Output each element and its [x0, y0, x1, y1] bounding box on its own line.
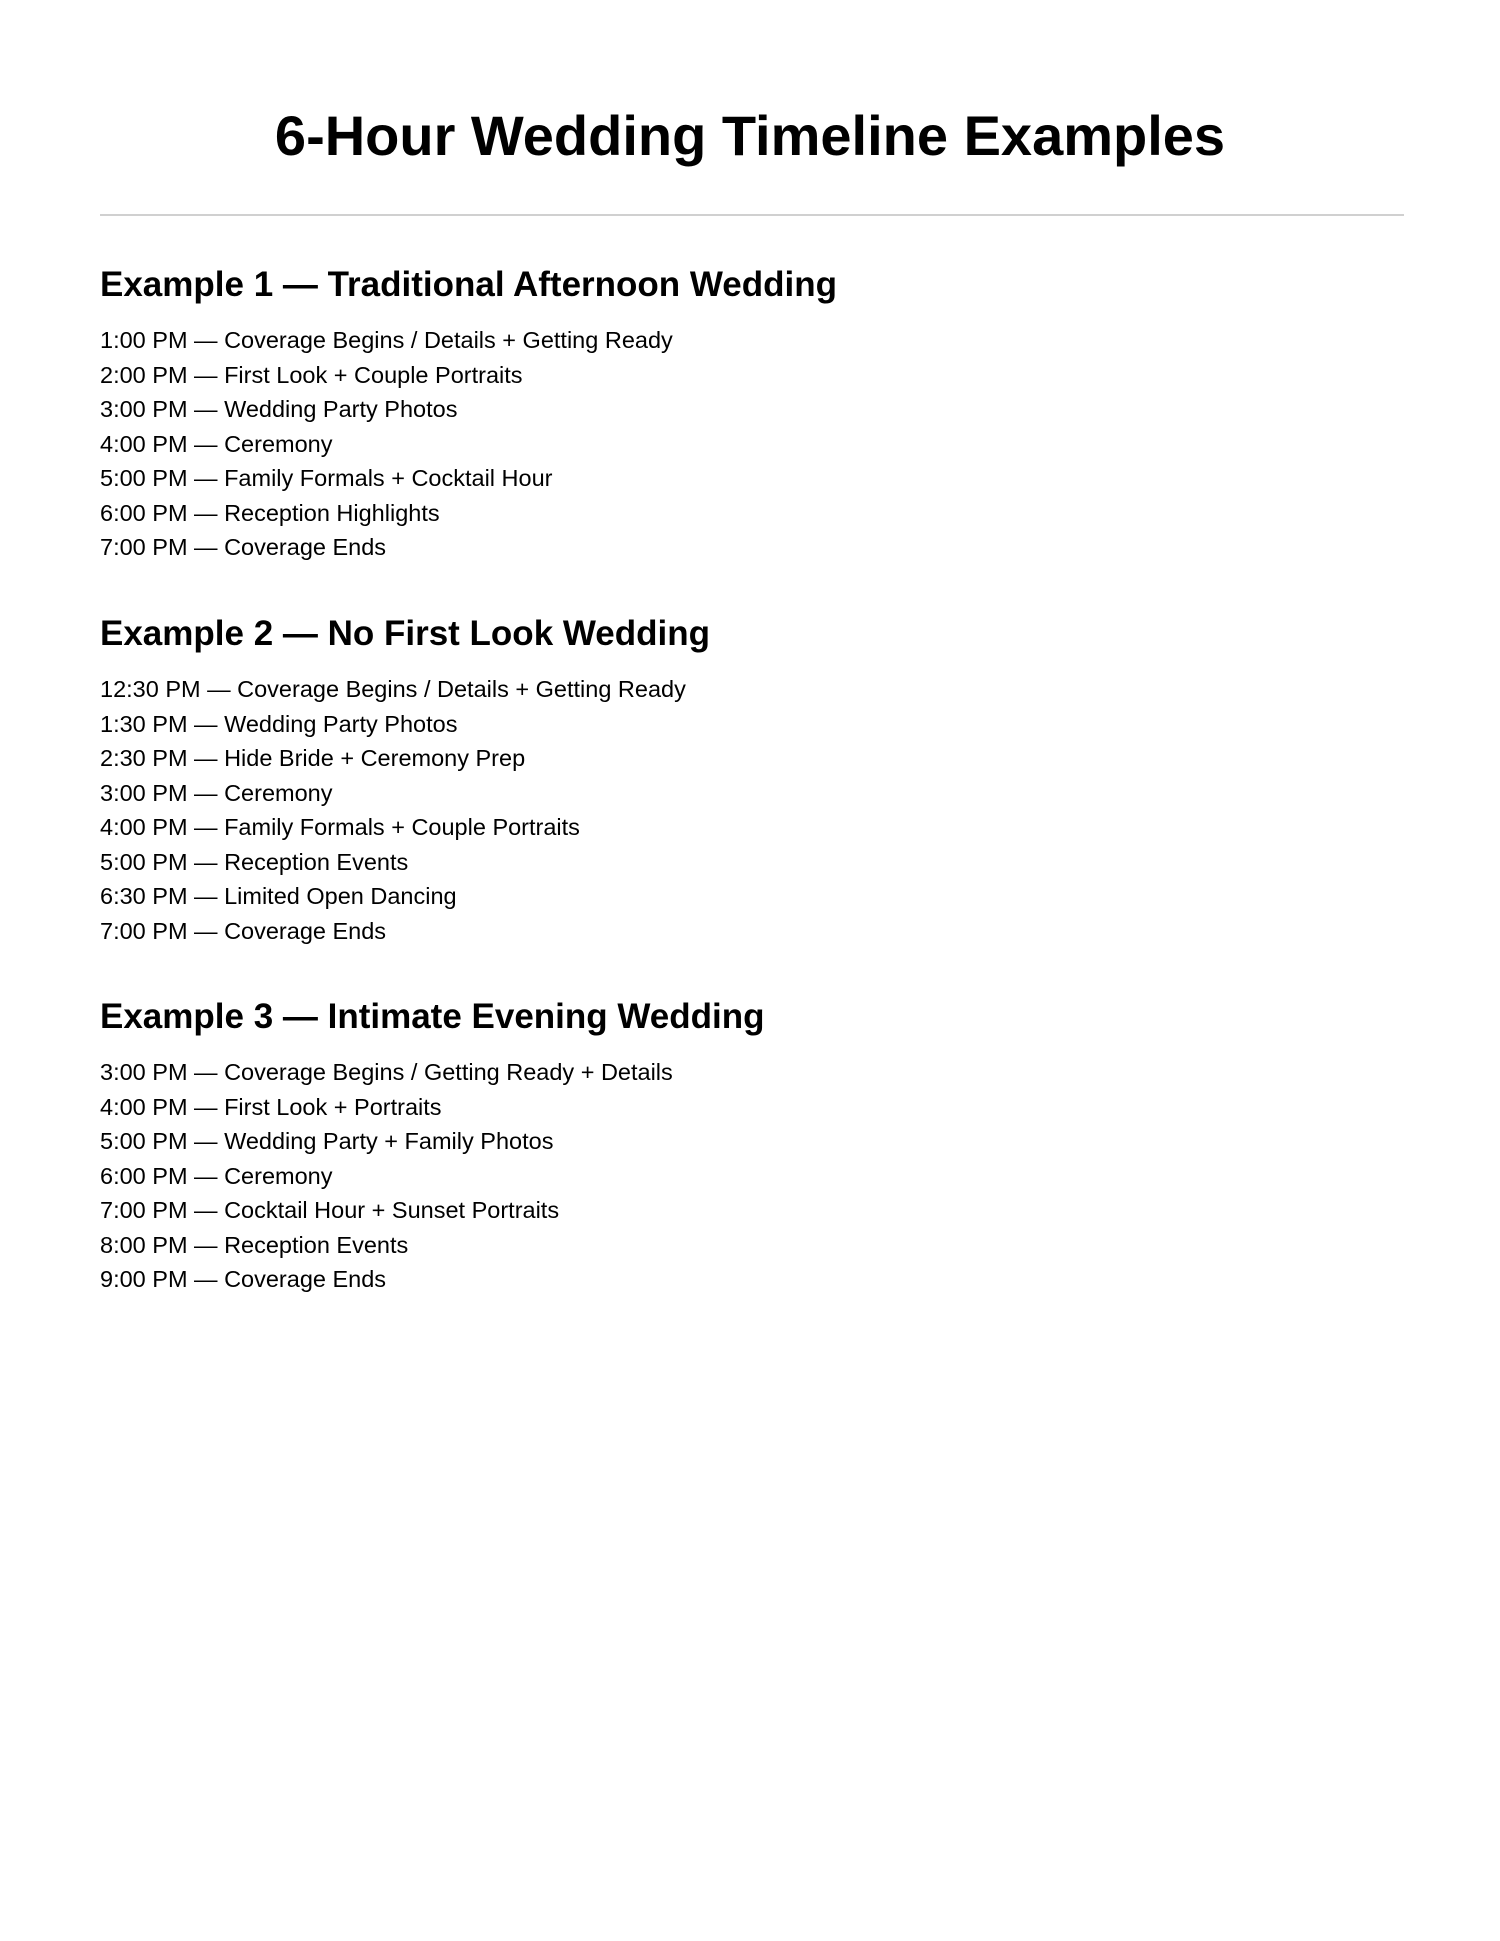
- timeline-list: [100, 323, 1400, 565]
- section-heading: Example 3 — Intimate Evening Wedding: [100, 997, 765, 1036]
- timeline-entry: 2:00 PM — First Look + Couple Portraits: [100, 361, 523, 388]
- timeline-section-example-2: [100, 612, 1400, 948]
- timeline-entry: 3:00 PM — Ceremony: [100, 779, 333, 806]
- timeline-entry: 7:00 PM — Coverage Ends: [100, 917, 387, 944]
- timeline-entry: 6:00 PM — Ceremony: [100, 1162, 333, 1189]
- timeline-entry: 4:00 PM — First Look + Portraits: [100, 1093, 442, 1120]
- page-title: 6-Hour Wedding Timeline Examples: [274, 104, 1226, 167]
- section-heading: Example 1 — Traditional Afternoon Wedding: [100, 265, 838, 304]
- timeline-entry: 8:00 PM — Reception Events: [100, 1231, 409, 1258]
- timeline-entry: 4:00 PM — Family Formals + Couple Portraits: [100, 814, 580, 840]
- timeline-entry: 5:00 PM — Family Formals + Cocktail Hour: [100, 465, 553, 491]
- timeline-entry: 3:00 PM — Coverage Begins / Getting Ready + Details: [100, 1059, 673, 1085]
- timeline-entry: 3:00 PM — Wedding Party Photos: [100, 396, 458, 422]
- timeline-section-example-3: [100, 995, 1400, 1297]
- timeline-entry: 6:00 PM — Reception Highlights: [100, 499, 440, 526]
- timeline-entry: 5:00 PM — Reception Events: [100, 848, 409, 875]
- timeline-entry: 1:30 PM — Wedding Party Photos: [100, 710, 458, 737]
- timeline-entry: 1:00 PM — Coverage Begins / Details + Getting Ready: [100, 327, 673, 353]
- timeline-entry: 7:00 PM — Coverage Ends: [100, 534, 387, 560]
- timeline-entry: 2:30 PM — Hide Bride + Ceremony Prep: [100, 745, 526, 771]
- timeline-list: [100, 1055, 1400, 1297]
- timeline-entry: 7:00 PM — Cocktail Hour + Sunset Portraits: [100, 1197, 560, 1223]
- timeline-entry: 5:00 PM — Wedding Party + Family Photos: [100, 1128, 554, 1154]
- timeline-entry: 6:30 PM — Limited Open Dancing: [100, 883, 457, 909]
- timeline-entry: 9:00 PM — Coverage Ends: [100, 1266, 387, 1292]
- timeline-list: [100, 672, 1400, 948]
- section-heading: Example 2 — No First Look Wedding: [100, 614, 710, 653]
- timeline-entry: 4:00 PM — Ceremony: [100, 430, 333, 457]
- timeline-section-example-1: [100, 263, 1400, 565]
- timeline-entry: 12:30 PM — Coverage Begins / Details + Getting Ready: [100, 676, 686, 702]
- title-divider: [100, 214, 1404, 216]
